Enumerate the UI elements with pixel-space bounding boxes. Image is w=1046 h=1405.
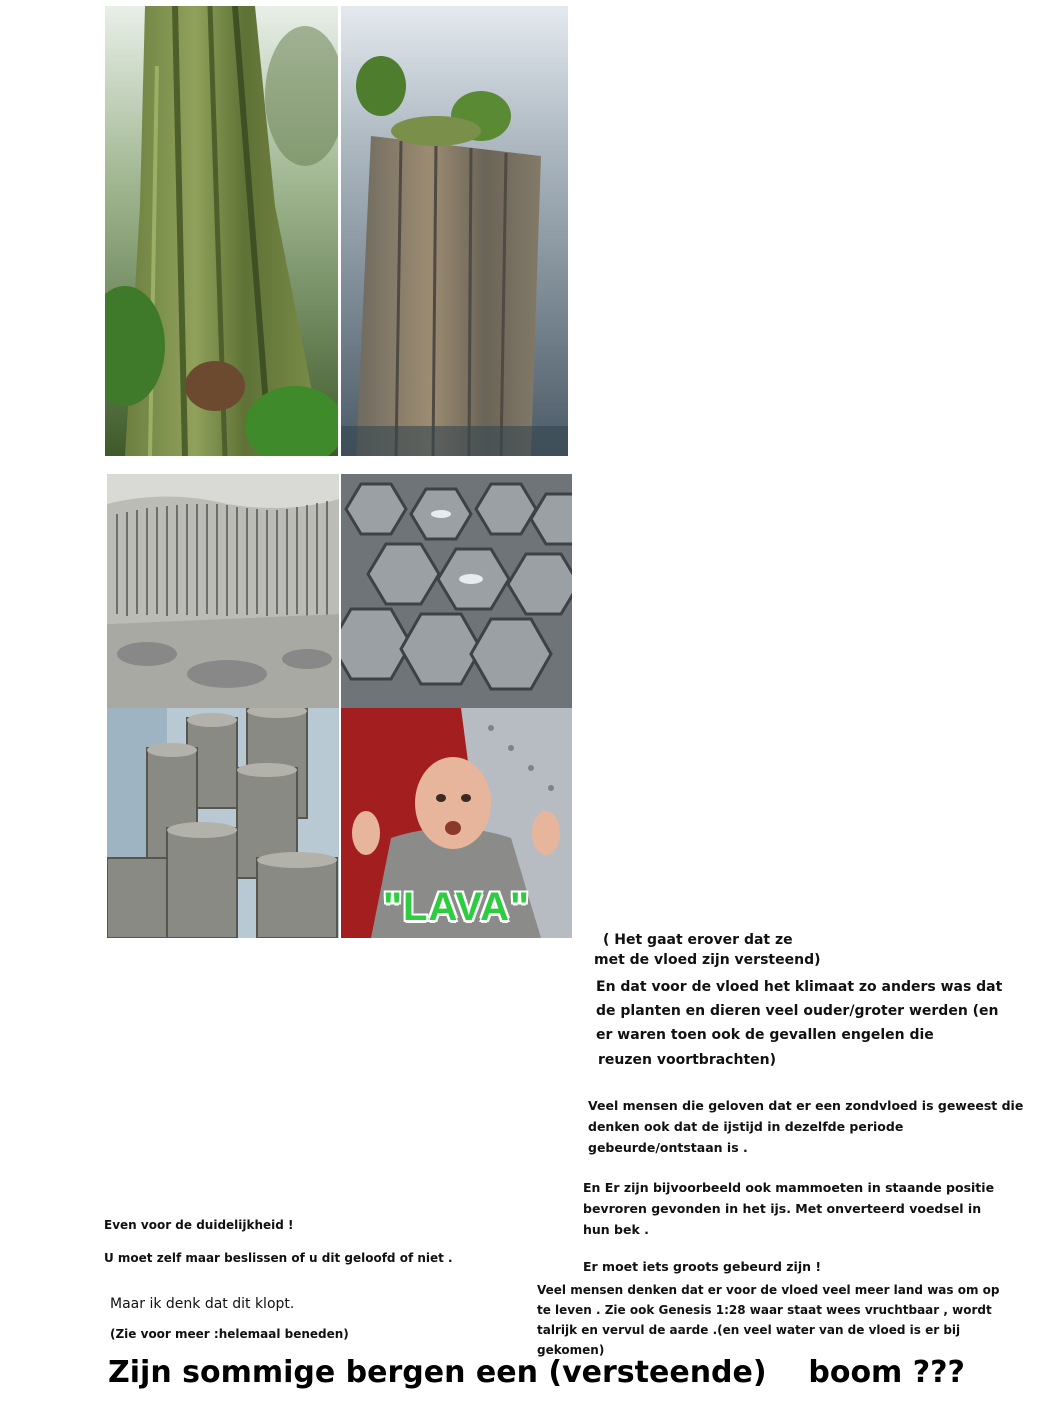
text-line: bevroren gevonden in het ijs. Met onverteerd voedsel in — [583, 1201, 982, 1216]
text-line: denken ook dat de ijstijd in dezelfde periode — [588, 1119, 904, 1134]
left-note-3: Maar ik denk dat dit klopt. — [110, 1296, 295, 1312]
hex-stones-photo — [341, 474, 572, 708]
left-note-2: U moet zelf maar beslissen of u dit geloofd of niet . — [104, 1251, 453, 1265]
text-line: gebeurde/ontstaan is . — [588, 1140, 748, 1155]
columns-closeup-photo — [107, 708, 339, 938]
tree-photo — [105, 6, 338, 456]
text-line: En dat voor de vloed het klimaat zo anders was dat — [596, 979, 1003, 995]
text-line: reuzen voortbrachten) — [598, 1052, 777, 1068]
text-line: te leven . Zie ook Genesis 1:28 waar staat wees vruchtbaar , wordt — [537, 1303, 992, 1317]
text-line: gekomen) — [537, 1343, 605, 1357]
lava-caption: "LAVA" — [383, 885, 530, 929]
text-line: En Er zijn bijvoorbeeld ook mammoeten in staande positie — [583, 1180, 995, 1195]
text-line: talrijk en vervul de aarde .(en veel water van de vloed is er bij — [537, 1323, 961, 1337]
left-note-1: Even voor de duidelijkheid ! — [104, 1218, 294, 1232]
engraving — [107, 474, 339, 708]
text-line: er waren toen ook de gevallen engelen die — [596, 1027, 934, 1043]
text-line: hun bek . — [583, 1222, 649, 1237]
headline: Zijn sommige bergen een (versteende) boom ??? — [108, 1355, 965, 1390]
text-line: ( Het gaat erover dat ze — [603, 932, 793, 948]
right-text-block-4: Er moet iets groots gebeurd zijn ! — [583, 1259, 822, 1274]
text-line: de planten en dieren veel ouder/groter werden (en — [596, 1003, 999, 1019]
text-line: Veel mensen denken dat er voor de vloed veel meer land was om op — [537, 1283, 1000, 1297]
left-note-4: (Zie voor meer :helemaal beneden) — [110, 1327, 349, 1341]
text-line: met de vloed zijn versteend) — [594, 952, 821, 968]
lava-meme — [341, 708, 572, 938]
rock-pillar-photo — [341, 6, 568, 456]
text-line: Veel mensen die geloven dat er een zondvloed is geweest die — [588, 1098, 1024, 1113]
